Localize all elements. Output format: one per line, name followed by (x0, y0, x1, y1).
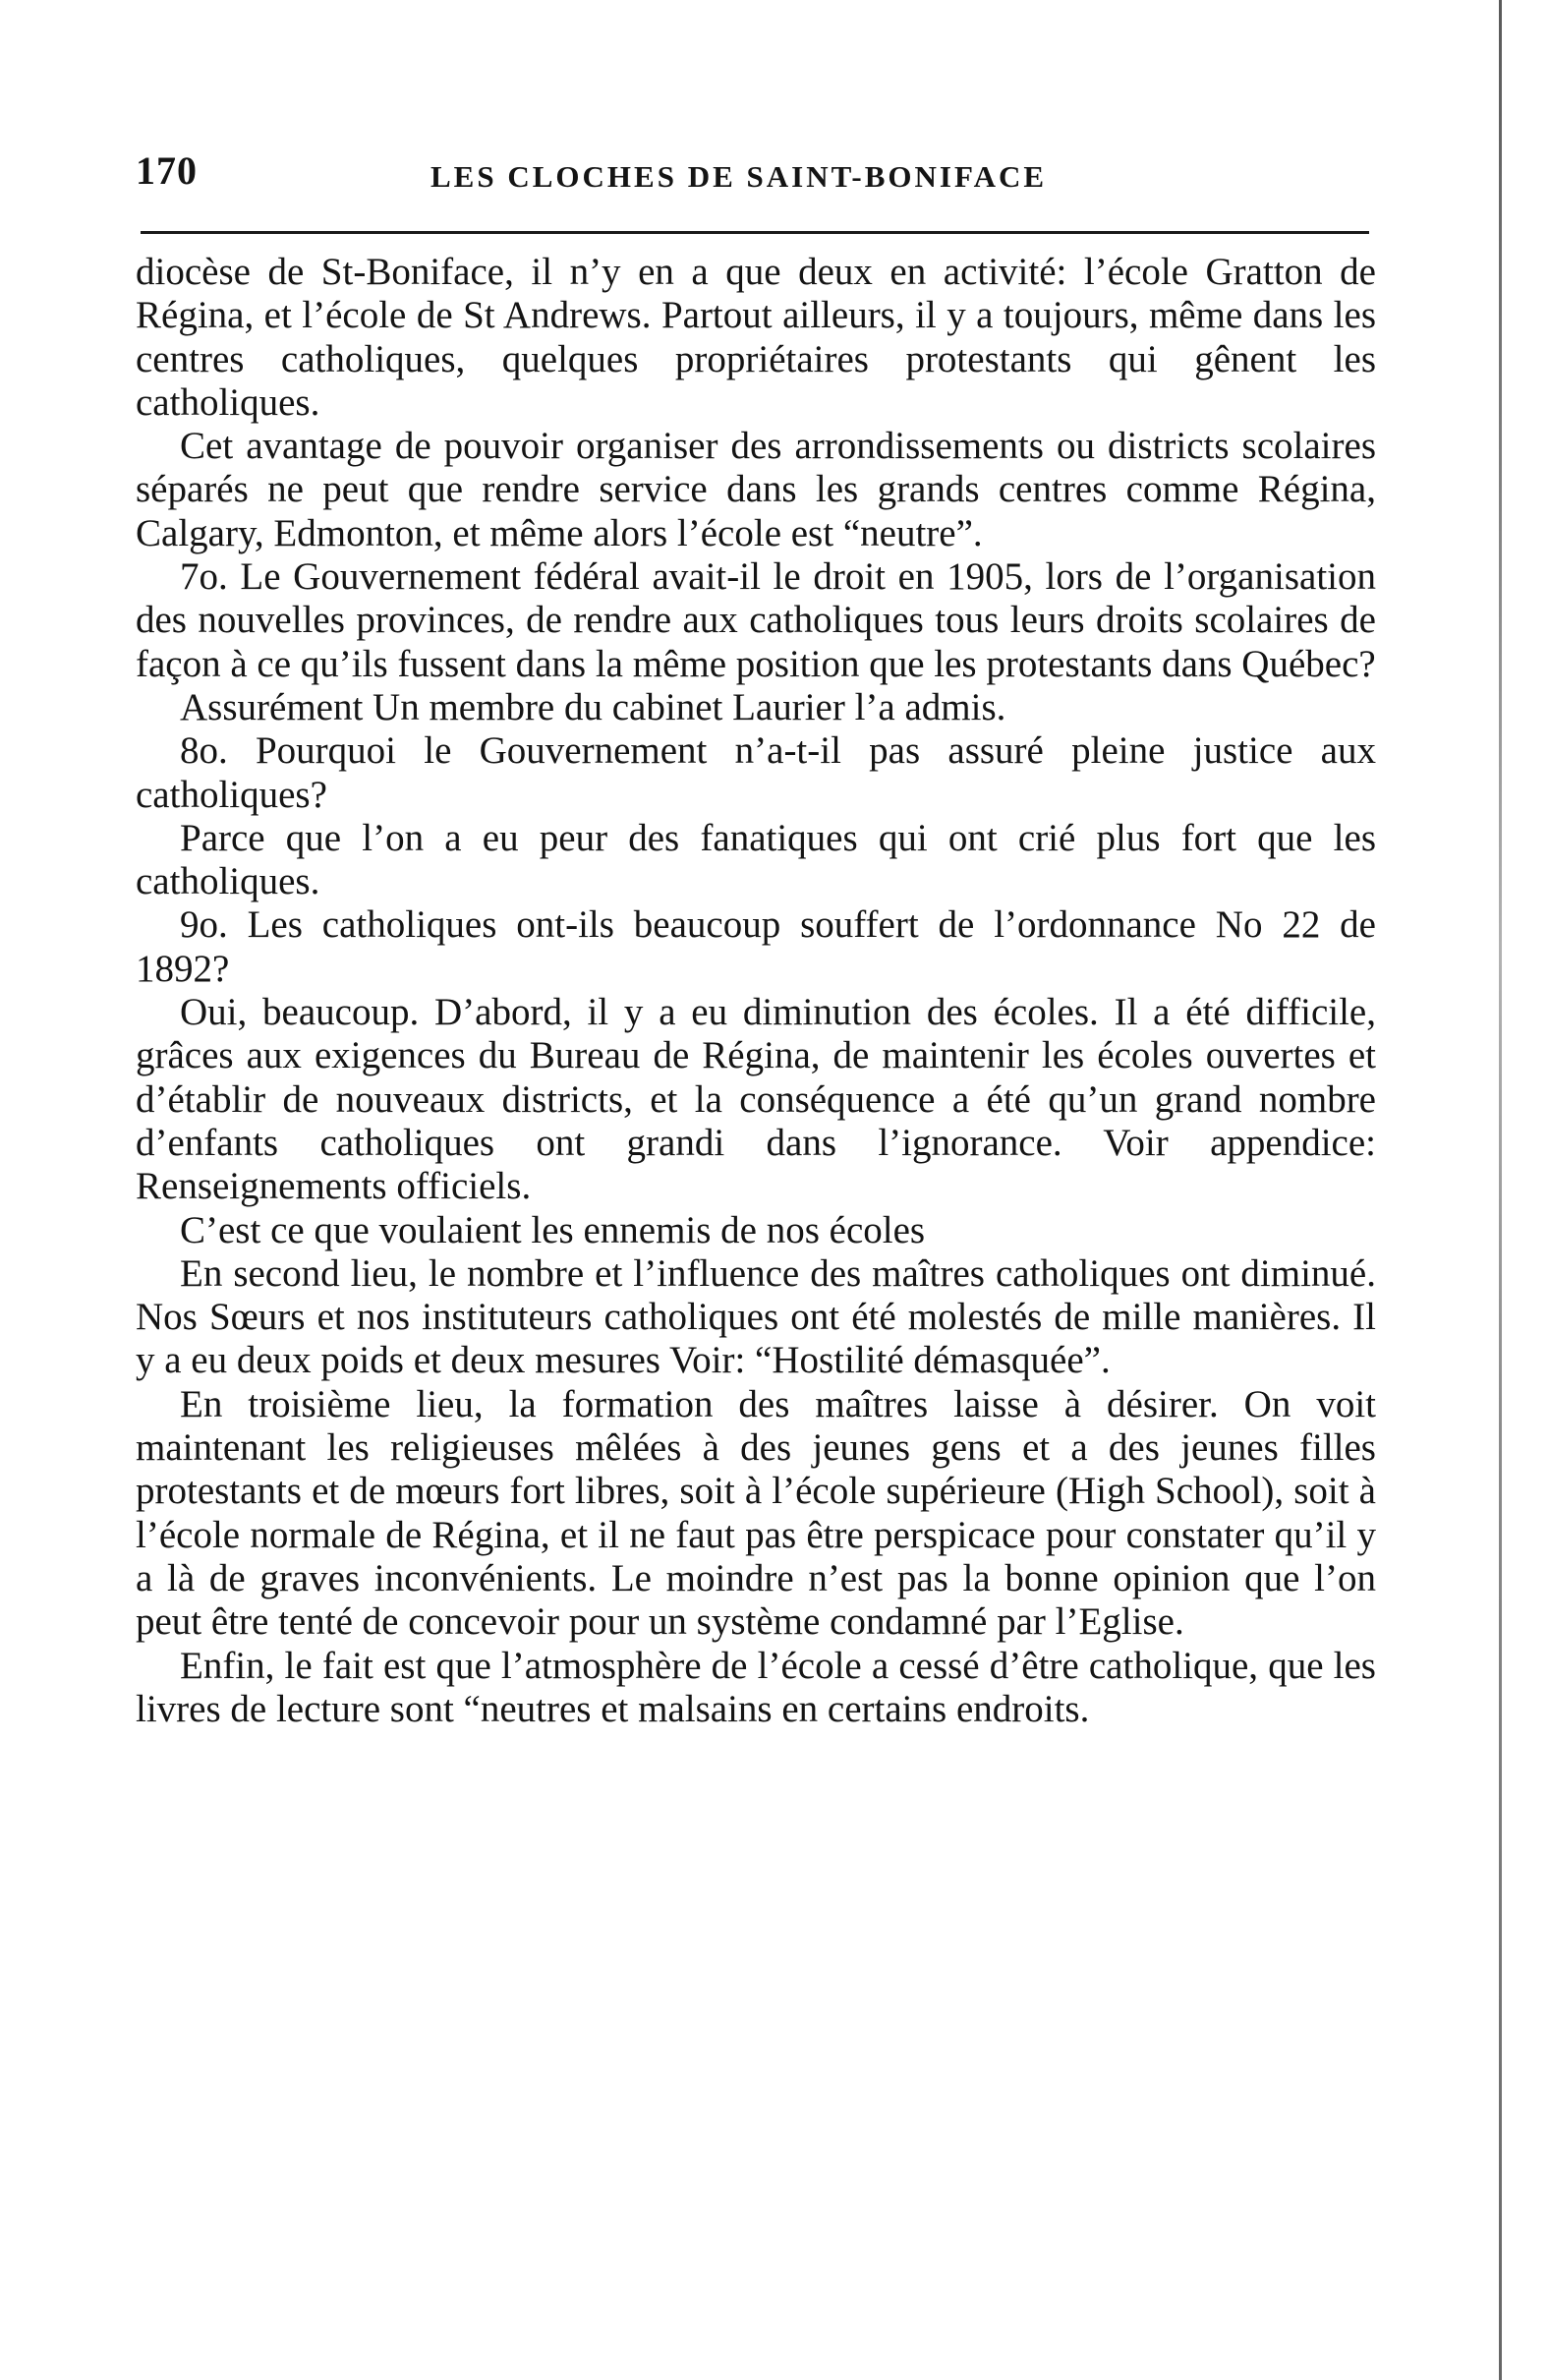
paragraph: 9o. Les catholiques ont-ils beaucoup souffert de l’ordonnance No 22 de 1892? (136, 903, 1376, 990)
paragraph: 7o. Le Gouvernement fédéral avait-il le droit en 1905, lors de l’organisation des nouvelles provinces, de rendre aux catholiques tous leurs droits scolaires de façon à ce qu’ils fussent dans la même position que les protestants dans Québec? (136, 555, 1376, 685)
page-number: 170 (136, 148, 198, 193)
paragraph: Parce que l’on a eu peur des fanatiques qui ont crié plus fort que les catholiques. (136, 816, 1376, 903)
header-rule (141, 231, 1369, 234)
paragraph: Enfin, le fait est que l’atmosphère de l’école a cessé d’être catholique, que les livres de lecture sont “neutres et malsains en certains endroits. (136, 1644, 1376, 1730)
body-text (136, 251, 1376, 1731)
paragraph: Assurément Un membre du cabinet Laurier l’a admis. (180, 685, 1006, 728)
paragraph: C’est ce que voulaient les ennemis de nos écoles (180, 1208, 926, 1251)
paragraph: 8o. Pourquoi le Gouvernement n’a-t-il pas assuré pleine justice aux catholiques? (136, 729, 1376, 816)
paragraph: En second lieu, le nombre et l’influence des maîtres catholiques ont diminué. Nos Sœurs et nos instituteurs catholiques ont été molestés de mille manières. Il y a eu deux poids et deux mesures Voir: “Hostilité démasquée”. (136, 1251, 1376, 1382)
paragraph: Cet avantage de pouvoir organiser des arrondissements ou districts scolaires séparés ne peut que rendre service dans les grands centres comme Régina, Calgary, Edmonton, et même alors l’école est “neutre”. (136, 425, 1376, 554)
paragraph: diocèse de St-Boniface, il n’y en a que deux en activité: l’école Gratton de Régina, et l’école de St Andrews. Partout ailleurs, il y a toujours, même dans les centres catholiques, quelques propriétaires protestants qui gênent les catholiques. (136, 251, 1376, 424)
page-header (136, 147, 1376, 206)
running-title: LES CLOCHES DE SAINT-BONIFACE (430, 159, 1048, 194)
paragraph: Oui, beaucoup. D’abord, il y a eu diminution des écoles. Il a été difficile, grâces aux exigences du Bureau de Régina, de maintenir les écoles ouvertes et d’établir de nouveaux districts, et la conséquence a été qu’un grand nombre d’enfants catholiques ont grandi dans l’ignorance. Voir appendice: Renseignements officiels. (136, 991, 1376, 1208)
paragraph: En troisième lieu, la formation des maîtres laisse à désirer. On voit maintenant les religieuses mêlées à des jeunes gens et a des jeunes filles protestants et de mœurs fort libres, soit à l’école supérieure (High School), soit à l’école normale de Régina, et il ne faut pas être perspicace pour constater qu’il y a là de graves inconvénients. Le moindre n’est pas la bonne opinion que l’on peut être tenté de concevoir pour un système condamné par l’Eglise. (136, 1382, 1376, 1644)
scan-edge-line (1499, 0, 1502, 2380)
